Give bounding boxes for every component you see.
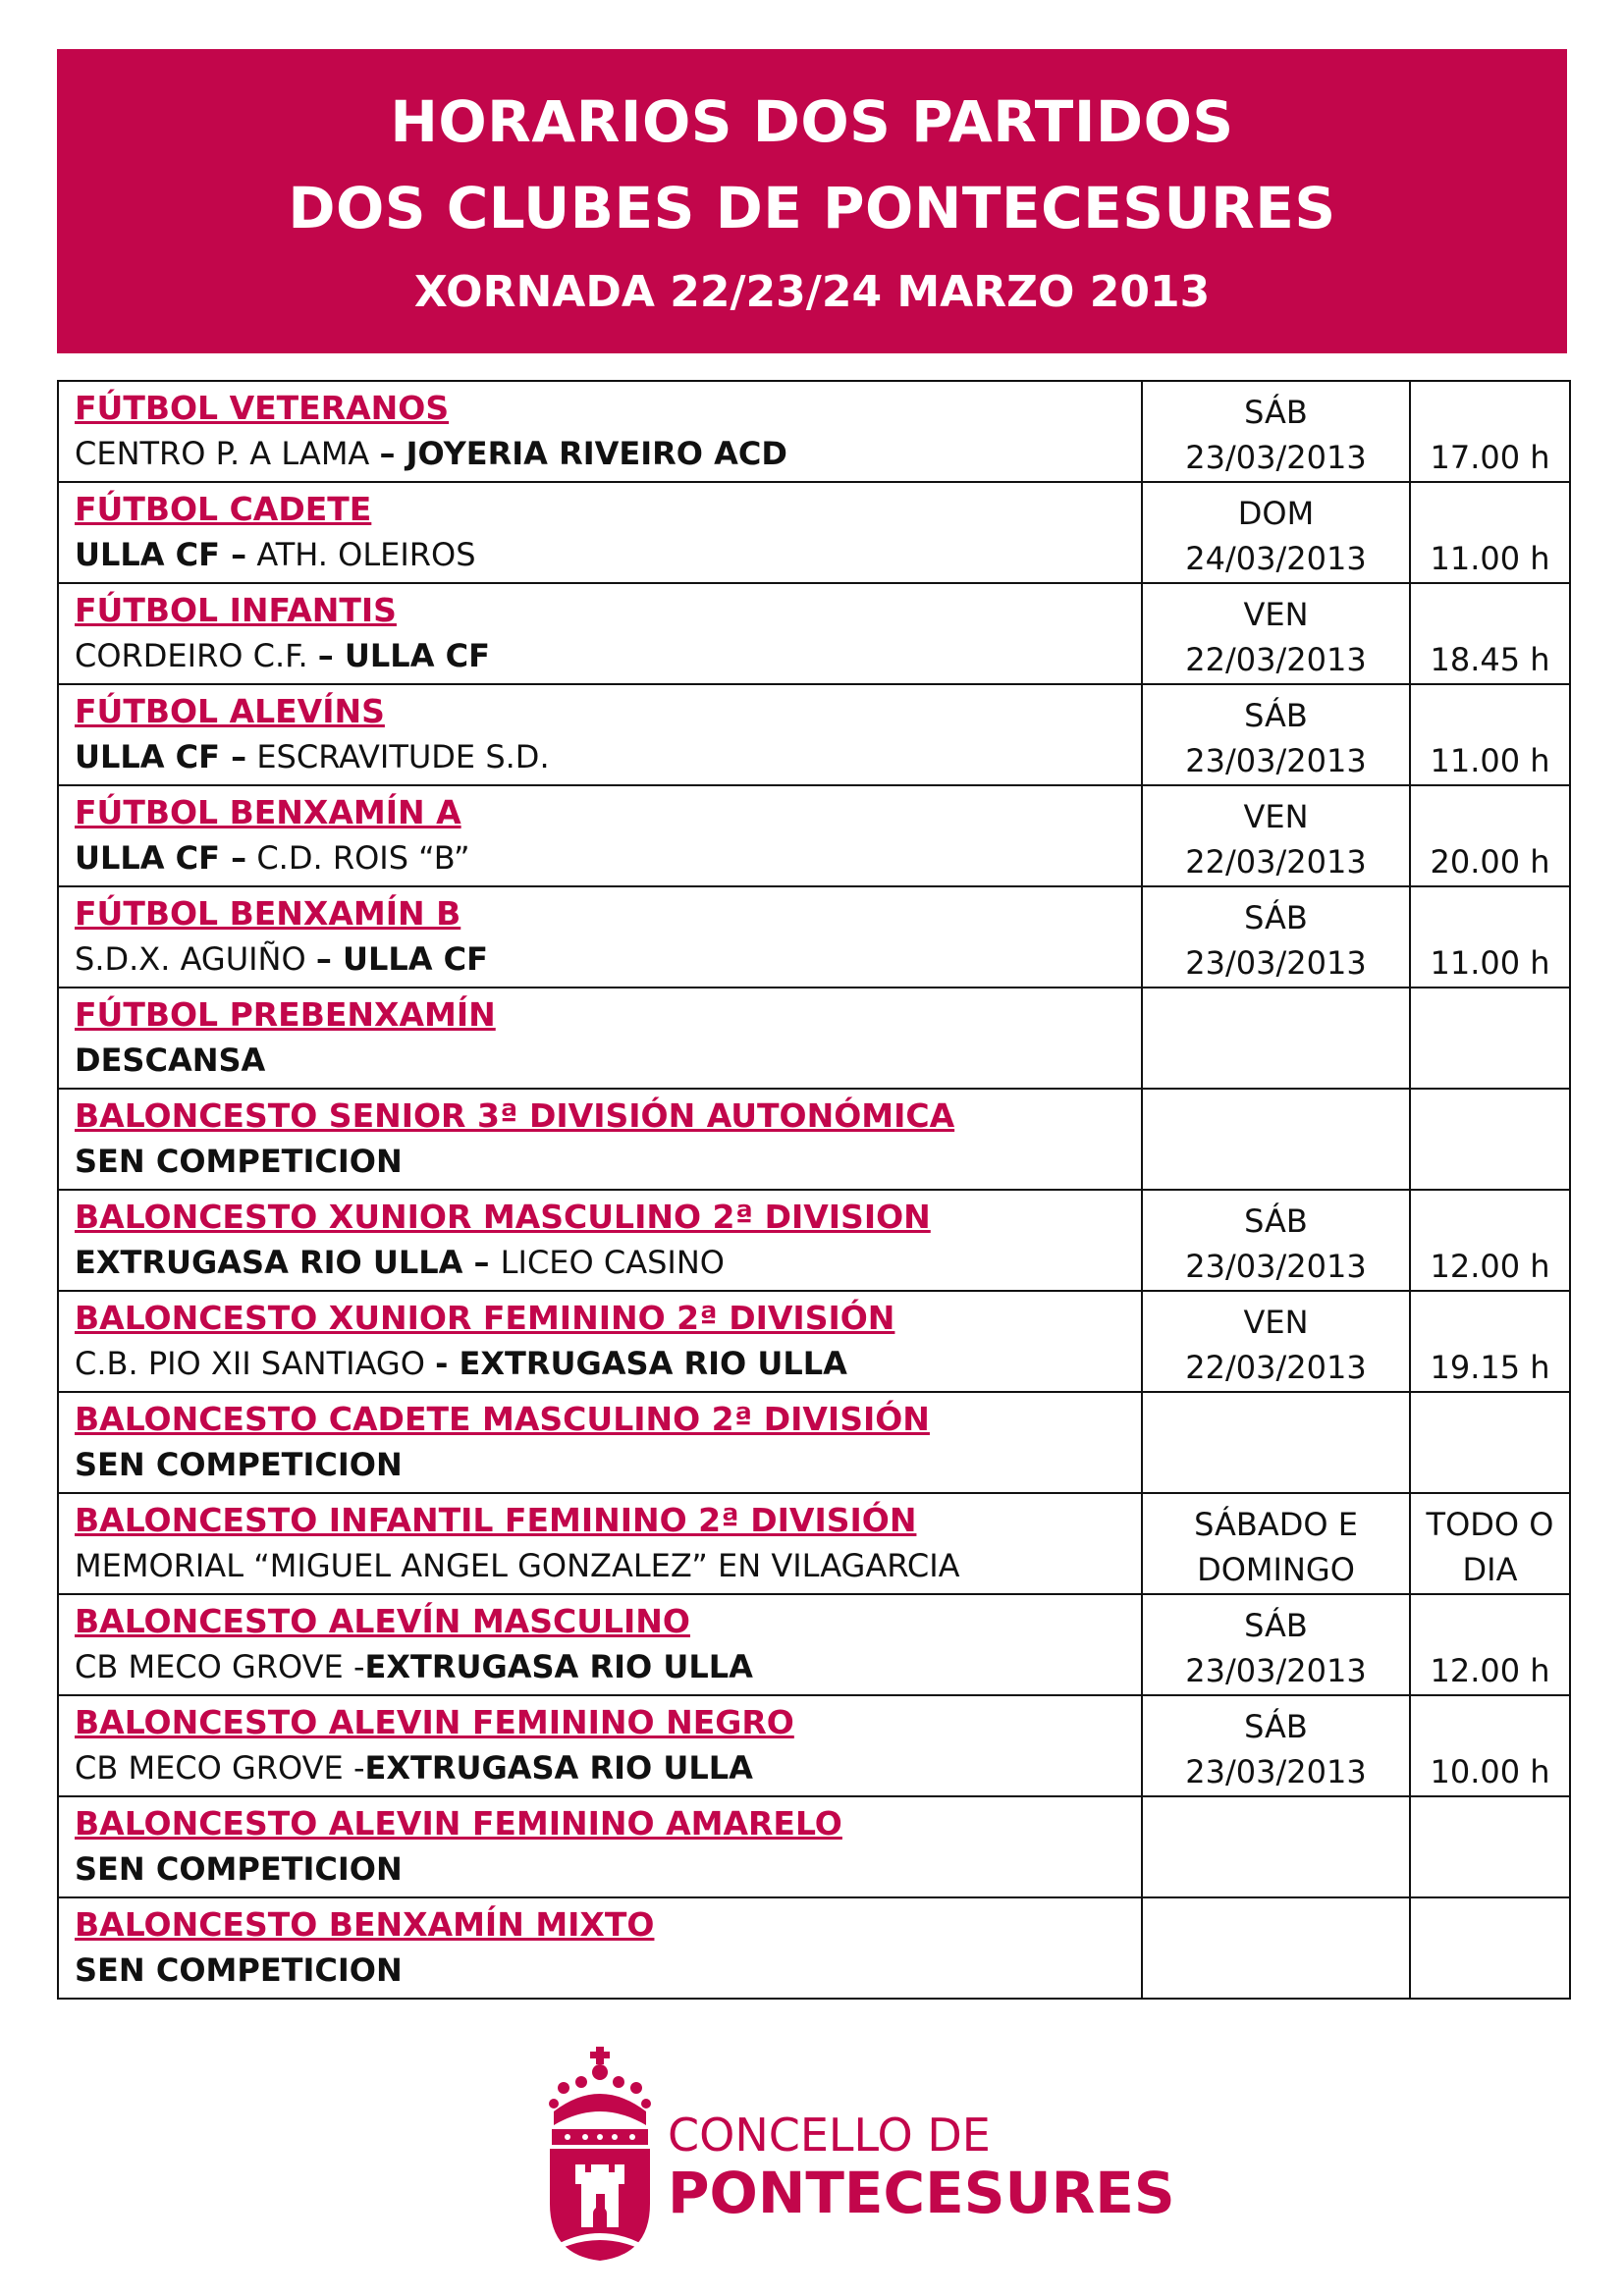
category-label: BALONCESTO XUNIOR MASCULINO 2ª DIVISION (75, 1198, 931, 1236)
match-text (75, 1240, 1141, 1285)
match-cell (58, 583, 1142, 684)
match-text (75, 1948, 1141, 1993)
match-team-regular: C.B. PIO XII SANTIAGO (75, 1345, 436, 1382)
match-team-bold: – ULLA CF (317, 637, 490, 674)
date-label: 23/03/2013 (1185, 1248, 1367, 1285)
schedule-table-body (58, 381, 1570, 1999)
category-label: FÚTBOL CADETE (75, 490, 372, 528)
match-text (75, 1442, 1141, 1487)
category-label: BALONCESTO INFANTIL FEMININO 2ª DIVISIÓN (75, 1501, 917, 1539)
category-label: FÚTBOL BENXAMÍN A (75, 793, 461, 831)
match-team-bold: EXTRUGASA RIO ULLA – (75, 1244, 501, 1281)
date-cell (1142, 1695, 1410, 1796)
header-subtitle: XORNADA 22/23/24 MARZO 2013 (413, 267, 1211, 317)
table-row (58, 381, 1570, 482)
date-cell (1142, 684, 1410, 785)
match-team-regular-tail: ESCRAVITUDE S.D. (246, 738, 550, 775)
date-cell (1142, 988, 1410, 1089)
table-row (58, 1796, 1570, 1897)
date-cell (1142, 1897, 1410, 1999)
category-label: FÚTBOL INFANTIS (75, 591, 397, 629)
date-label: 23/03/2013 (1185, 944, 1367, 982)
match-team-bold: EXTRUGASA RIO ULLA (364, 1648, 753, 1685)
match-team-bold: ULLA CF – (75, 738, 247, 775)
table-row (58, 1392, 1570, 1493)
category-label: BALONCESTO SENIOR 3ª DIVISIÓN AUTONÓMICA (75, 1096, 955, 1135)
match-team-regular: CB MECO GROVE - (75, 1749, 365, 1787)
match-cell (58, 1392, 1142, 1493)
day-label: SÁB (1244, 1607, 1308, 1644)
time-label: 10.00 h (1430, 1753, 1550, 1790)
match-text (75, 1139, 1141, 1184)
match-text (75, 532, 1141, 577)
table-row (58, 886, 1570, 988)
match-team-bold: ULLA CF – (75, 839, 247, 877)
time-cell (1410, 1897, 1570, 1999)
match-team-regular-tail: LICEO CASINO (500, 1244, 725, 1281)
match-team-bold: – JOYERIA RIVEIRO ACD (379, 435, 787, 472)
header-title-line1: HORARIOS DOS PARTIDOS (390, 88, 1234, 155)
category-label: BALONCESTO CADETE MASCULINO 2ª DIVISIÓN (75, 1400, 930, 1438)
time-label: 12.00 h (1430, 1248, 1550, 1285)
date-cell (1142, 886, 1410, 988)
match-cell (58, 1796, 1142, 1897)
date-cell (1142, 1594, 1410, 1695)
day-label: SÁB (1244, 394, 1308, 431)
time-cell (1410, 886, 1570, 988)
match-cell (58, 1190, 1142, 1291)
date-cell (1142, 1190, 1410, 1291)
date-label: 22/03/2013 (1185, 843, 1367, 881)
day-label: SÁB (1244, 899, 1308, 936)
match-team-bold: SEN COMPETICION (75, 1951, 403, 1989)
match-text (75, 936, 1141, 982)
match-team-regular: CORDEIRO C.F. (75, 637, 318, 674)
match-team-regular: CB MECO GROVE - (75, 1648, 365, 1685)
match-cell (58, 1594, 1142, 1695)
match-cell (58, 886, 1142, 988)
category-label: BALONCESTO ALEVÍN MASCULINO (75, 1602, 690, 1640)
logo-text-line2: PONTECESURES (668, 2160, 1175, 2226)
day-label: SÁB (1244, 1708, 1308, 1745)
match-cell (58, 482, 1142, 583)
date-cell (1142, 1089, 1410, 1190)
time-cell (1410, 1190, 1570, 1291)
time-cell (1410, 1796, 1570, 1897)
day-label: SÁB (1244, 1202, 1308, 1240)
table-row (58, 1695, 1570, 1796)
category-label: BALONCESTO XUNIOR FEMININO 2ª DIVISIÓN (75, 1299, 895, 1337)
category-label: FÚTBOL PREBENXAMÍN (75, 995, 496, 1034)
date-label: 23/03/2013 (1185, 439, 1367, 476)
time-label-line2: DIA (1462, 1551, 1518, 1588)
time-cell (1410, 1392, 1570, 1493)
match-team-bold: SEN COMPETICION (75, 1850, 403, 1888)
time-cell (1410, 482, 1570, 583)
header-banner (57, 49, 1567, 353)
coat-of-arms-icon (546, 2047, 654, 2263)
match-text (75, 835, 1141, 881)
time-cell (1410, 1493, 1570, 1594)
table-row (58, 1291, 1570, 1392)
match-team-regular: S.D.X. AGUIÑO (75, 940, 316, 978)
date-label: 24/03/2013 (1185, 540, 1367, 577)
match-team-bold: DESCANSA (75, 1041, 266, 1079)
date-cell (1142, 1493, 1410, 1594)
day-label: SÁB (1244, 697, 1308, 734)
table-row (58, 1594, 1570, 1695)
time-label: 11.00 h (1430, 540, 1550, 577)
match-text (75, 431, 1141, 476)
table-row (58, 1089, 1570, 1190)
match-cell (58, 684, 1142, 785)
time-cell (1410, 583, 1570, 684)
time-label: 20.00 h (1430, 843, 1550, 881)
schedule-table (57, 380, 1571, 2000)
day-label: DOM (1237, 495, 1315, 532)
date-label: 22/03/2013 (1185, 1349, 1367, 1386)
date-cell (1142, 583, 1410, 684)
day-label: SÁBADO E (1194, 1506, 1358, 1543)
match-text (75, 1038, 1141, 1083)
table-row (58, 482, 1570, 583)
time-cell (1410, 381, 1570, 482)
match-cell (58, 988, 1142, 1089)
match-text (75, 1745, 1141, 1790)
match-team-regular: MEMORIAL “MIGUEL ANGEL GONZALEZ” EN VILAGARCIA (75, 1547, 960, 1584)
table-row (58, 684, 1570, 785)
match-text (75, 1341, 1141, 1386)
date-cell (1142, 482, 1410, 583)
date-label: DOMINGO (1197, 1551, 1355, 1588)
match-cell (58, 381, 1142, 482)
table-row (58, 1190, 1570, 1291)
logo-text-line1: CONCELLO DE (668, 2109, 991, 2162)
match-team-bold: EXTRUGASA RIO ULLA (364, 1749, 753, 1787)
time-cell (1410, 785, 1570, 886)
match-team-bold: SEN COMPETICION (75, 1143, 403, 1180)
time-cell (1410, 1695, 1570, 1796)
table-row (58, 988, 1570, 1089)
match-text (75, 1846, 1141, 1892)
date-label: 23/03/2013 (1185, 742, 1367, 779)
time-label: 11.00 h (1430, 944, 1550, 982)
match-team-bold: ULLA CF – (75, 536, 247, 573)
header-title-line2: DOS CLUBES DE PONTECESURES (288, 175, 1336, 241)
date-label: 23/03/2013 (1185, 1652, 1367, 1689)
match-team-bold: – ULLA CF (315, 940, 488, 978)
match-cell (58, 1089, 1142, 1190)
time-cell (1410, 1089, 1570, 1190)
match-team-bold: SEN COMPETICION (75, 1446, 403, 1483)
table-row (58, 1897, 1570, 1999)
date-label: 22/03/2013 (1185, 641, 1367, 678)
time-cell (1410, 988, 1570, 1089)
municipality-logo-text (668, 2109, 1175, 2224)
match-text (75, 1644, 1141, 1689)
match-text (75, 734, 1141, 779)
time-label: 17.00 h (1430, 439, 1550, 476)
date-cell (1142, 1796, 1410, 1897)
match-cell (58, 1493, 1142, 1594)
time-cell (1410, 1594, 1570, 1695)
time-label: 19.15 h (1430, 1349, 1550, 1386)
table-row (58, 583, 1570, 684)
match-cell (58, 1695, 1142, 1796)
table-row (58, 1493, 1570, 1594)
date-cell (1142, 381, 1410, 482)
match-team-bold: - EXTRUGASA RIO ULLA (435, 1345, 847, 1382)
category-label: BALONCESTO BENXAMÍN MIXTO (75, 1905, 655, 1944)
match-text (75, 633, 1141, 678)
category-label: BALONCESTO ALEVIN FEMININO AMARELO (75, 1804, 842, 1842)
day-label: VEN (1243, 1304, 1309, 1341)
time-label: TODO O (1426, 1506, 1554, 1543)
match-cell (58, 1291, 1142, 1392)
category-label: FÚTBOL ALEVÍNS (75, 692, 385, 730)
category-label: FÚTBOL VETERANOS (75, 389, 450, 427)
time-label: 11.00 h (1430, 742, 1550, 779)
category-label: FÚTBOL BENXAMÍN B (75, 894, 461, 933)
match-team-regular-tail: C.D. ROIS “B” (246, 839, 470, 877)
time-cell (1410, 684, 1570, 785)
table-row (58, 785, 1570, 886)
date-cell (1142, 1291, 1410, 1392)
match-text (75, 1543, 1141, 1588)
match-team-regular: CENTRO P. A LAMA (75, 435, 380, 472)
time-cell (1410, 1291, 1570, 1392)
date-cell (1142, 785, 1410, 886)
match-team-regular-tail: ATH. OLEIROS (246, 536, 476, 573)
time-label: 18.45 h (1430, 641, 1550, 678)
category-label: BALONCESTO ALEVIN FEMININO NEGRO (75, 1703, 794, 1741)
match-cell (58, 1897, 1142, 1999)
match-cell (58, 785, 1142, 886)
date-cell (1142, 1392, 1410, 1493)
day-label: VEN (1243, 798, 1309, 835)
time-label: 12.00 h (1430, 1652, 1550, 1689)
date-label: 23/03/2013 (1185, 1753, 1367, 1790)
day-label: VEN (1243, 596, 1309, 633)
